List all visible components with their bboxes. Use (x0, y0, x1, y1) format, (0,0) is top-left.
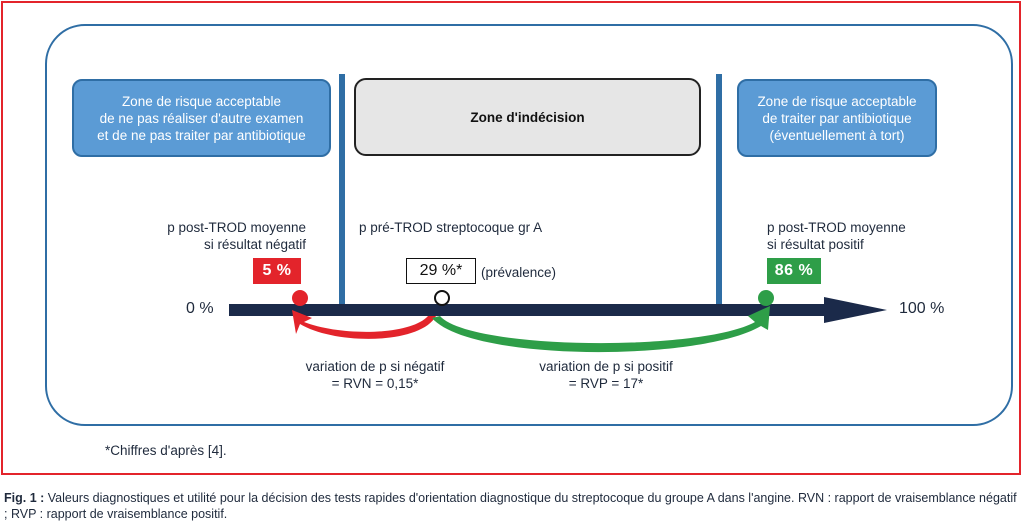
neg-post-line-2: si résultat négatif (203, 237, 306, 252)
zone-left-line-2: de ne pas réaliser d'autre examen (99, 110, 304, 126)
pre-trod-label: p pré-TROD streptocoque gr A (359, 220, 543, 235)
neg-variation-line-1: variation de p si négatif (305, 359, 445, 374)
neg-variation-label (300, 358, 450, 392)
neg-value-badge: 5 % (253, 258, 301, 284)
neg-post-line-1: p post-TROD moyenne (167, 220, 306, 235)
caption-text: Valeurs diagnostiques et utilité pour la décision des tests rapides d'orientation diagnostique du streptocoque du groupe A dans l'angine. RVN : rapport de vraisemblance négatif ; RVP : rapport de vraisemblance positif. (4, 491, 1017, 521)
pos-variation-line-1: variation de p si positif (539, 359, 673, 374)
neg-point (292, 290, 308, 306)
footnote: *Chiffres d'après [4]. (105, 443, 227, 458)
axis-start-label: 0 % (186, 300, 214, 317)
zone-right-line-2: de traiter par antibiotique (762, 110, 912, 126)
zone-left-line-1: Zone de risque acceptable (121, 93, 282, 109)
prevalence-label: (prévalence) (481, 265, 557, 280)
pos-variation-line-2: = RVP = 17* (568, 376, 644, 391)
figure-caption (4, 490, 1020, 522)
pos-variation-label (531, 358, 681, 392)
pos-value-badge: 86 % (767, 258, 821, 284)
pos-post-line-1: p post-TROD moyenne (767, 220, 906, 235)
axis-end-label: 100 % (899, 300, 945, 317)
pre-value-box: 29 %* (406, 258, 476, 284)
zone-indecision-label: Zone d'indécision (470, 109, 585, 125)
pos-point (758, 290, 774, 306)
zone-right-line-3: (éventuellement à tort) (769, 127, 905, 143)
probability-axis (229, 297, 887, 323)
caption-label: Fig. 1 : (4, 491, 45, 505)
pre-point (435, 291, 449, 305)
zone-right-line-1: Zone de risque acceptable (757, 93, 917, 109)
zone-left-line-3: et de ne pas traiter par antibiotique (97, 127, 306, 143)
pos-post-line-2: si résultat positif (767, 237, 864, 252)
neg-variation-line-2: = RVN = 0,15* (331, 376, 419, 391)
